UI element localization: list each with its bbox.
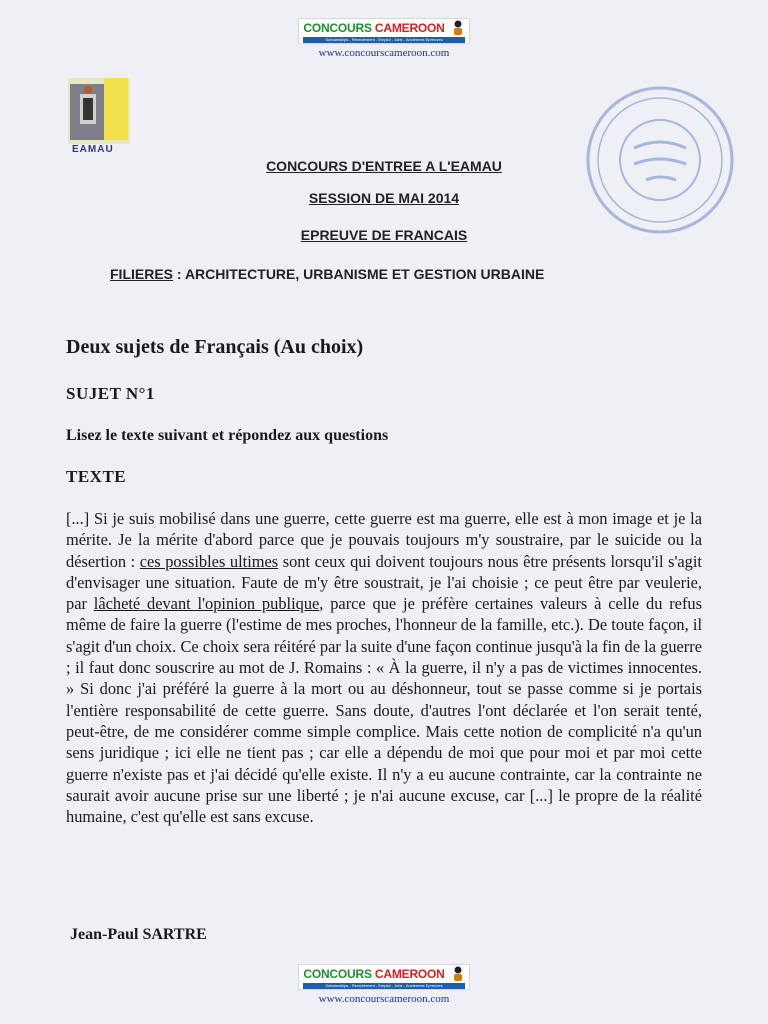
main-paragraph: [...] Si je suis mobilisé dans une guerre, cette guerre est ma guerre, elle est à mon image et je la mérite. Je la mérite d'abord parce que je pouvais toujours m'y soustraire, par le suicide ou la désertion : ces possibles ultimes sont ceux qui doivent toujours nous être présents lorsqu'il s'agit d'envisager une situation. Faute de m'y être soustrait, je l'ai choisie ; ce peut être par veulerie, par lâcheté devant l'opinion publique, parce que je préfère certaines valeurs à celle du refus même de faire la guerre (l'estime de mes proches, l'honneur de la famille, etc.). De toute façon, il s'agit d'un choix. Ce choix sera réitéré par la suite d'une façon continue jusqu'à la fin de la guerre ; il faut donc souscrire au mot de J. Romains : « À la guerre, il n'y a pas de victimes innocentes. » Si donc j'ai préféré la guerre à la mort ou au déshonneur, tout se passe comme si je portais l'entière responsabilité de cette guerre. Sans doute, d'autres l'ont déclarée et l'on serait tenté, peut-être, de me considérer comme simple complice. Mais cette notion de complicité n'a qu'un sens juridique ; ici elle ne tient pas ; car elle a dépendu de moi que pour moi et par moi cette guerre n'existe pas et j'ai décidé qu'elle existe. Il n'y a eu aucune contrainte, car la contrainte ne saurait avoir aucune prise sur une liberté ; je n'ai aucune excuse, car [...] le propre de la réalité humaine, c'est qu'elle est sans excuse.: [66, 509, 702, 827]
author: Jean-Paul SARTRE: [70, 926, 207, 943]
instruction: Lisez le texte suivant et répondez aux questions: [66, 427, 389, 444]
concours-cameroon-logo: [298, 18, 469, 44]
sujet-heading: SUJET N°1: [66, 384, 155, 403]
underlined-phrase: lâcheté devant l'opinion publique: [93, 594, 320, 614]
page-title: Deux sujets de Français (Au choix): [66, 336, 364, 358]
eamau-label: EAMAU: [72, 144, 114, 155]
top-banner: [0, 18, 768, 59]
session-title: SESSION DE MAI 2014: [308, 190, 460, 206]
exam-title: CONCOURS D'ENTREE A L'EAMAU: [266, 158, 502, 174]
underlined-phrase: ces possibles ultimes: [139, 551, 279, 571]
concours-cameroon-logo: [298, 964, 469, 990]
website-link[interactable]: www.concourscameroon.com: [318, 47, 450, 60]
filieres-line: FILIERES : ARCHITECTURE, URBANISME ET GESTION URBAINE: [110, 266, 545, 282]
mascot-icon: [451, 966, 465, 982]
brand-name: CONCOURS CAMEROON: [303, 21, 445, 35]
brand-name: CONCOURS CAMEROON: [303, 967, 445, 981]
brand-tagline: Scholarships - Recrutement - Emploi - Jobs - Anciennes Epreuves: [303, 983, 464, 989]
mascot-icon: [451, 20, 465, 36]
texte-heading: TEXTE: [66, 467, 127, 486]
bottom-banner: [0, 964, 768, 1005]
epreuve-title: EPREUVE DE FRANCAIS: [300, 227, 468, 243]
website-link[interactable]: www.concourscameroon.com: [318, 993, 450, 1006]
brand-tagline: Scholarships - Recrutement - Emploi - Jobs - Anciennes Epreuves: [303, 37, 464, 43]
